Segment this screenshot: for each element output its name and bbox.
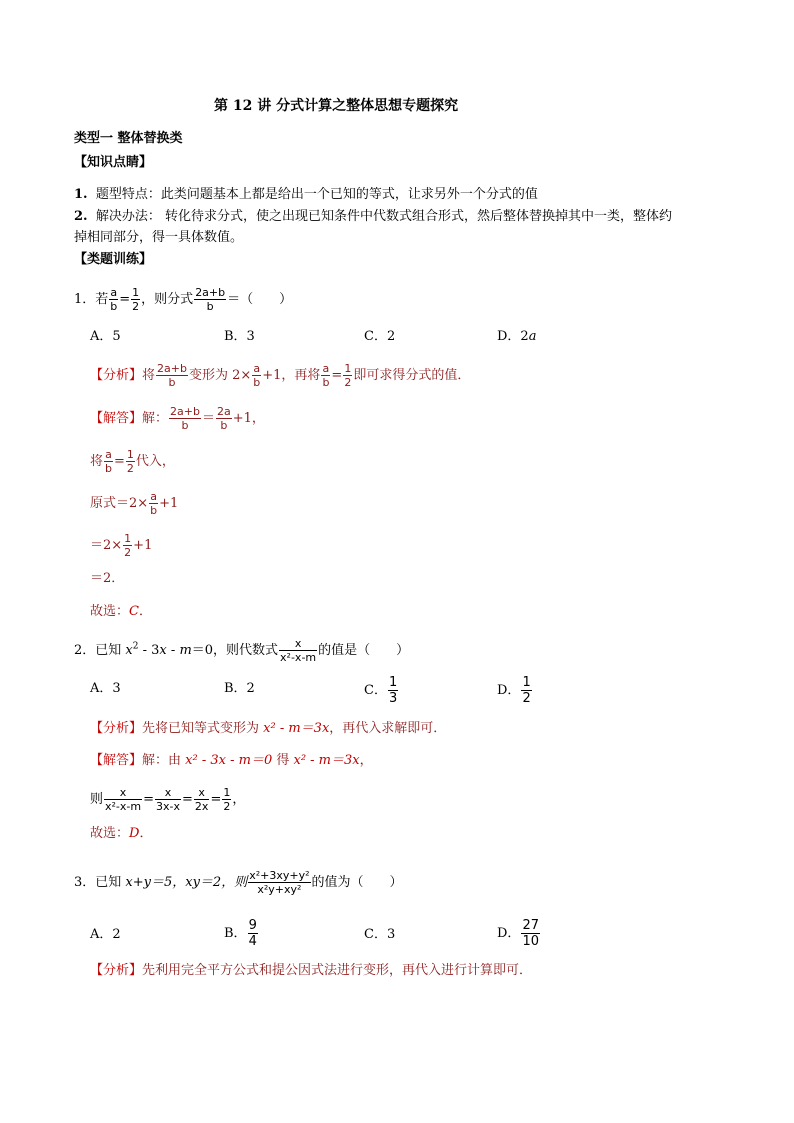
fraction: $\frac{2a+b}{b}$ (170, 405, 200, 432)
choice-letter: D (129, 826, 140, 841)
fraction: $\frac{a}{b}$ (322, 362, 330, 389)
knowledge-item-2-number: 2. (74, 209, 88, 224)
solution-tag: 【解答】 (90, 411, 143, 426)
fraction: $\frac{1}{2}$ (522, 675, 531, 706)
option-c: C． $\frac{1}{3}$ (364, 675, 398, 706)
knowledge-item-2 (74, 209, 672, 225)
analysis-tag: 【分析】 (90, 368, 143, 383)
fraction: $\frac{27}{10}$ (522, 918, 539, 949)
option-b: B． $\frac{9}{4}$ (224, 918, 257, 949)
option-c: C．3 (364, 927, 396, 942)
fraction: $\frac{9}{4}$ (248, 918, 257, 949)
option-b: B．2 (224, 681, 255, 696)
fraction: $\frac{\text{x²+3xy+y²}}{\text{x²y+xy²}}$ (249, 869, 310, 896)
analysis-3: 【分析】先利用完全平方公式和提公因式法进行变形，再代入进行计算即可． (90, 963, 533, 978)
fraction: $\frac{x}{2x}$ (194, 786, 209, 813)
knowledge-item-1 (74, 187, 538, 203)
choice-1: 故选：C． (90, 604, 152, 619)
choice-2: 故选：D． (90, 826, 153, 841)
question-3: 3．已知 x+y＝5，xy＝2，则 $\frac{\text{x²+3xy+y²}}{\text{x²y+xy²}}$ 的值为（ ） (74, 869, 403, 896)
fraction: $\frac{1}{3}$ (388, 675, 398, 706)
knowledge-item-2-cont: 掉相同部分，得一具体数值。 (74, 230, 244, 245)
analysis-1: 【分析】将 $\frac{2a+b}{b}$ 变形为 2× $\frac{a}{b}$ +1，再将 $\frac{a}{b}$ = $\frac{1}{2}$ 即可求得分式的值． (90, 362, 471, 389)
solution-1-step-2: 将 $\frac{a}{b}$ = $\frac{1}{2}$ 代入， (90, 448, 175, 475)
solution-2-step-2: 则 $\frac{x}{\text{x²-x-m}}$ = $\frac{x}{3x-x}$ = $\frac{x}{2x}$ = $\frac{1}{2}$ ， (90, 786, 246, 813)
knowledge-heading: 【知识点睛】 (74, 155, 153, 170)
option-d: D．2a (497, 329, 537, 344)
question-1: 1．若 $\frac{a}{b}$ = $\frac{1}{2}$ ，则分式 $\frac{2a+b}{b}$ ＝（ ） (74, 286, 293, 313)
fraction: $\frac{2a+b}{b}$ (195, 286, 226, 313)
solution-1-step-4: ＝2× $\frac{1}{2}$ +1 (90, 532, 153, 559)
fraction: $\frac{x}{\text{x²-x-m}}$ (105, 786, 142, 813)
knowledge-item-1-number: 1. (74, 187, 88, 202)
analysis-tag: 【分析】 (90, 963, 143, 978)
fraction: $\frac{2a+b}{b}$ (157, 362, 187, 389)
solution-1: 【解答】解： $\frac{2a+b}{b}$ ＝ $\frac{2a}{b}$ +1， (90, 405, 265, 432)
solution-tag: 【解答】 (90, 753, 143, 768)
solution-1-step-3: 原式＝2× $\frac{a}{b}$ +1 (90, 490, 179, 517)
fraction: $\frac{a}{b}$ (110, 286, 118, 313)
question-2-number: 2．已知 (74, 643, 126, 658)
fraction: $\frac{1}{2}$ (344, 362, 352, 389)
choice-letter: C (129, 604, 139, 619)
question-2: 2．已知 $x^2 - 3x - m=0$，则代数式 $\frac{x}{\text{x²-x-m}}$ 的值是（ ） (74, 637, 410, 664)
fraction: $\frac{a}{b}$ (253, 362, 261, 389)
fraction: $\frac{x}{3x-x}$ (156, 786, 181, 813)
fraction: $\frac{a}{b}$ (150, 490, 158, 517)
solution-1-step-5: ＝2． (90, 571, 125, 586)
option-a: A．5 (90, 329, 121, 344)
section-type: 类型一 整体替换类 (74, 131, 183, 146)
fraction: $\frac{1}{2}$ (223, 786, 231, 813)
fraction: $\frac{x}{\text{x²-x-m}}$ (280, 637, 317, 664)
option-d: D． $\frac{1}{2}$ (497, 675, 531, 706)
fraction: $\frac{1}{2}$ (124, 532, 132, 559)
option-c: C．2 (364, 329, 396, 344)
solution-2: 【解答】解：由 x² - 3x - m＝0 得 x² - m＝3x， (90, 753, 373, 768)
option-d: D． $\frac{27}{10}$ (497, 918, 539, 949)
fraction: $\frac{1}{2}$ (132, 286, 140, 313)
analysis-2: 【分析】先将已知等式变形为 x² - m＝3x，再代入求解即可． (90, 721, 447, 736)
option-a: A．2 (90, 927, 121, 942)
fraction: $\frac{a}{b}$ (105, 448, 112, 475)
analysis-tag: 【分析】 (90, 721, 143, 736)
option-b: B．3 (224, 329, 255, 344)
question-1-number: 1．若 (74, 292, 109, 307)
page-title: 第 12 讲 分式计算之整体思想专题探究 (214, 98, 459, 114)
training-heading: 【类题训练】 (74, 252, 153, 267)
knowledge-item-1-text: 题型特点：此类问题基本上都是给出一个已知的等式，让求另外一个分式的值 (95, 187, 538, 202)
fraction: $\frac{2a}{b}$ (217, 405, 231, 432)
question-3-number: 3．已知 (74, 875, 126, 890)
knowledge-item-2-text: 解决办法： 转化待求分式，使之出现已知条件中代数式组合形式，然后整体替换掉其中一类，整体约 (95, 209, 672, 224)
fraction: $\frac{1}{2}$ (126, 448, 134, 475)
option-a: A．3 (90, 681, 121, 696)
